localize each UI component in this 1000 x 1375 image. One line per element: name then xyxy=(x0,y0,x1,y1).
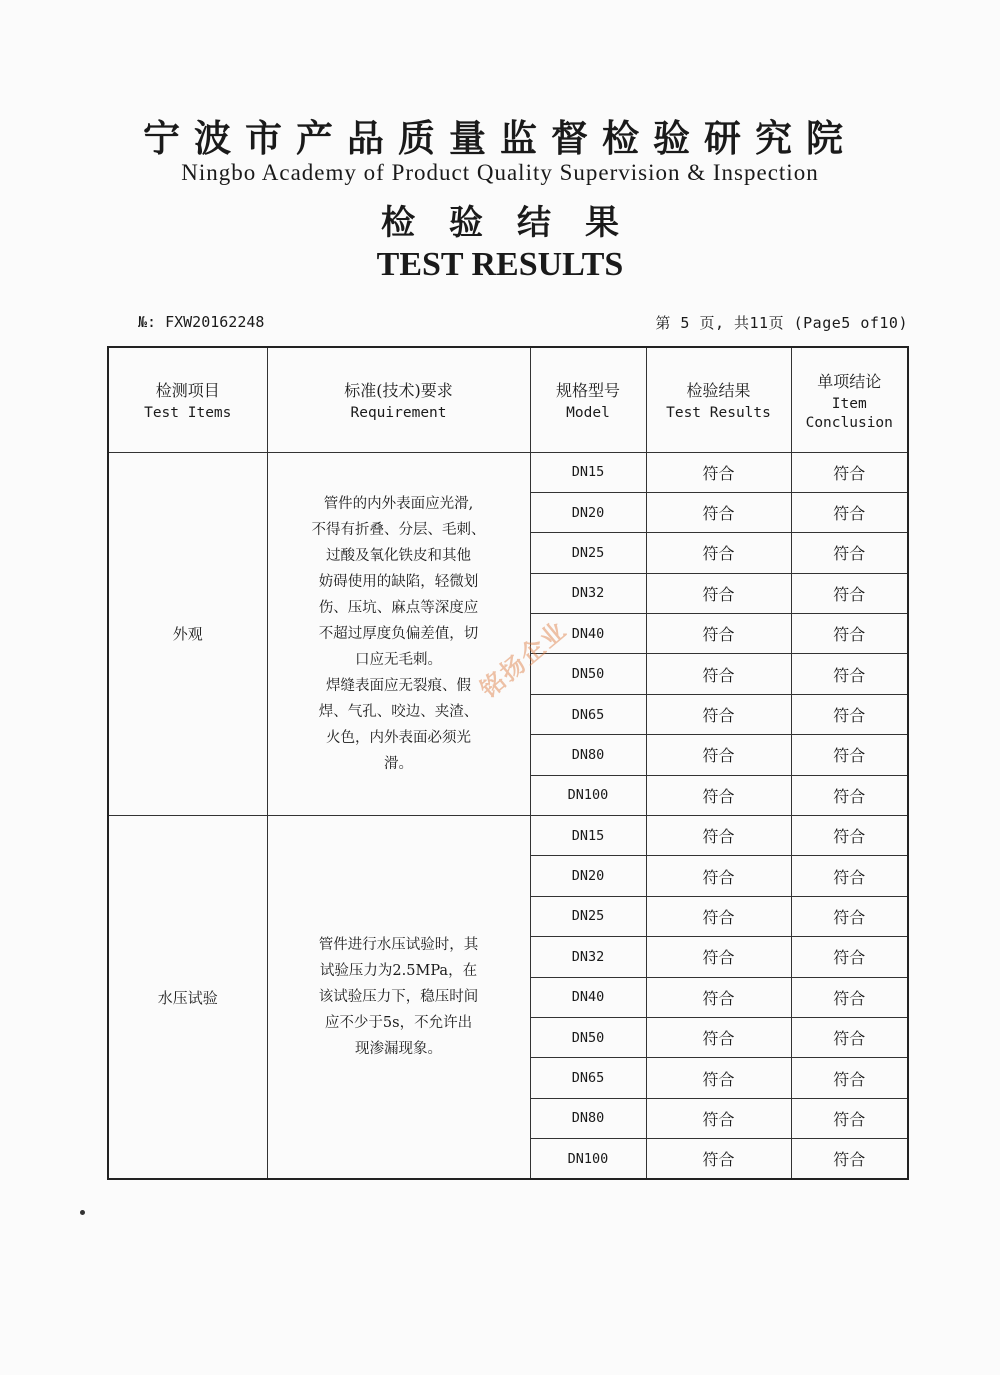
column-header-cn: 规格型号 xyxy=(555,381,620,401)
column-header-en: Test Items xyxy=(144,405,232,422)
model-cell: DN80 xyxy=(530,1098,646,1138)
conclusion-cell: 符合 xyxy=(791,573,908,613)
column-header-en: Conclusion xyxy=(805,414,893,431)
model-cell: DN100 xyxy=(530,1139,646,1179)
column-header-en: Test Results xyxy=(666,405,771,422)
column-header-cn: 检测项目 xyxy=(155,381,220,401)
model-cell: DN15 xyxy=(530,816,646,856)
conclusion-cell: 符合 xyxy=(791,654,908,694)
table-header-row xyxy=(108,347,908,452)
result-cell: 符合 xyxy=(646,896,791,936)
requirement-line: 过酸及氧化铁皮和其他 xyxy=(326,547,471,564)
requirement-line: 焊缝表面应无裂痕、假 xyxy=(326,677,471,694)
model-cell: DN32 xyxy=(530,937,646,977)
conclusion-cell: 符合 xyxy=(791,1139,908,1179)
requirement-line: 现渗漏现象。 xyxy=(355,1041,442,1058)
requirement-line: 滑。 xyxy=(384,755,413,772)
requirement-cell xyxy=(267,816,530,1180)
conclusion-cell: 符合 xyxy=(791,775,908,815)
model-cell: DN50 xyxy=(530,654,646,694)
conclusion-cell: 符合 xyxy=(791,937,908,977)
requirement-line: 管件进行水压试验时，其 xyxy=(318,937,479,954)
result-cell: 符合 xyxy=(646,775,791,815)
column-header-test-items xyxy=(108,347,267,452)
result-cell: 符合 xyxy=(646,533,791,573)
requirement-line: 应不少于5s，不允许出 xyxy=(324,1015,473,1032)
requirement-line: 不得有折叠、分层、毛刺、 xyxy=(311,521,486,538)
institute-title-cn: 宁波市产品质量监督检验研究院 xyxy=(143,116,857,160)
column-header-test-results xyxy=(646,347,791,452)
model-cell: DN15 xyxy=(530,452,646,492)
model-cell: DN40 xyxy=(530,977,646,1017)
model-cell: DN65 xyxy=(530,1058,646,1098)
requirement-line: 该试验压力下，稳压时间 xyxy=(318,989,479,1006)
requirement-line: 焊、气孔、咬边、夹渣、 xyxy=(318,703,479,720)
column-header-en: Item xyxy=(831,395,867,412)
column-header-cn: 单项结论 xyxy=(817,371,882,391)
column-header-en: Model xyxy=(566,405,610,422)
column-header-model xyxy=(530,347,646,452)
conclusion-cell: 符合 xyxy=(791,614,908,654)
column-header-cn: 检验结果 xyxy=(686,381,751,401)
conclusion-cell: 符合 xyxy=(791,533,908,573)
table-row xyxy=(108,816,908,856)
institute-title-en: Ningbo Academy of Product Quality Supervision & Inspection xyxy=(181,160,819,185)
requirement-line: 管件的内外表面应光滑, xyxy=(323,495,474,512)
conclusion-cell: 符合 xyxy=(791,492,908,532)
requirement-line: 口应无毛刺。 xyxy=(355,651,442,668)
conclusion-cell: 符合 xyxy=(791,452,908,492)
requirement-line: 伤、压坑、麻点等深度应 xyxy=(318,599,479,616)
column-header-requirement xyxy=(267,347,530,452)
result-cell: 符合 xyxy=(646,1058,791,1098)
model-cell: DN25 xyxy=(530,896,646,936)
stamp-edge-mark xyxy=(974,480,996,670)
requirement-cell xyxy=(267,452,530,816)
report-title-cn: 检验结果 xyxy=(381,203,653,243)
requirement-line: 妨碍使用的缺陷，轻微划 xyxy=(318,573,479,590)
conclusion-cell: 符合 xyxy=(791,977,908,1017)
model-cell: DN25 xyxy=(530,533,646,573)
table-body xyxy=(108,452,908,1179)
model-cell: DN65 xyxy=(530,694,646,734)
table-row xyxy=(108,452,908,492)
model-cell: DN20 xyxy=(530,492,646,532)
result-cell: 符合 xyxy=(646,816,791,856)
conclusion-cell: 符合 xyxy=(791,1058,908,1098)
model-cell: DN32 xyxy=(530,573,646,613)
report-title-en: TEST RESULTS xyxy=(376,246,624,283)
document-number: №: FXW20162248 xyxy=(138,313,265,331)
scan-speck xyxy=(80,1210,85,1215)
conclusion-cell: 符合 xyxy=(791,856,908,896)
requirement-line: 试验压力为2.5MPa，在 xyxy=(319,963,478,980)
conclusion-cell: 符合 xyxy=(791,694,908,734)
result-cell: 符合 xyxy=(646,1139,791,1179)
conclusion-cell: 符合 xyxy=(791,1098,908,1138)
result-cell: 符合 xyxy=(646,452,791,492)
column-header-en: Requirement xyxy=(350,405,447,422)
watermark: 铭扬企业 xyxy=(474,614,573,704)
result-cell: 符合 xyxy=(646,1017,791,1057)
result-cell: 符合 xyxy=(646,614,791,654)
conclusion-cell: 符合 xyxy=(791,1017,908,1057)
result-cell: 符合 xyxy=(646,735,791,775)
test-results-table xyxy=(107,346,909,1180)
result-cell: 符合 xyxy=(646,573,791,613)
test-item-cell: 水压试验 xyxy=(108,816,267,1180)
result-cell: 符合 xyxy=(646,937,791,977)
model-cell: DN20 xyxy=(530,856,646,896)
result-cell: 符合 xyxy=(646,654,791,694)
test-item-cell: 外观 xyxy=(108,452,267,816)
model-cell: DN40 xyxy=(530,614,646,654)
column-header-conclusion xyxy=(791,347,908,452)
requirement-line: 不超过厚度负偏差值，切 xyxy=(318,625,479,642)
model-cell: DN80 xyxy=(530,735,646,775)
model-cell: DN50 xyxy=(530,1017,646,1057)
result-cell: 符合 xyxy=(646,977,791,1017)
result-cell: 符合 xyxy=(646,694,791,734)
conclusion-cell: 符合 xyxy=(791,816,908,856)
result-cell: 符合 xyxy=(646,492,791,532)
result-cell: 符合 xyxy=(646,856,791,896)
requirement-line: 火色，内外表面必须光 xyxy=(326,729,471,746)
model-cell: DN100 xyxy=(530,775,646,815)
result-cell: 符合 xyxy=(646,1098,791,1138)
page-number: 第 5 页, 共11页 (Page5 of10) xyxy=(655,314,908,332)
conclusion-cell: 符合 xyxy=(791,896,908,936)
column-header-cn: 标准(技术)要求 xyxy=(344,381,453,401)
conclusion-cell: 符合 xyxy=(791,735,908,775)
